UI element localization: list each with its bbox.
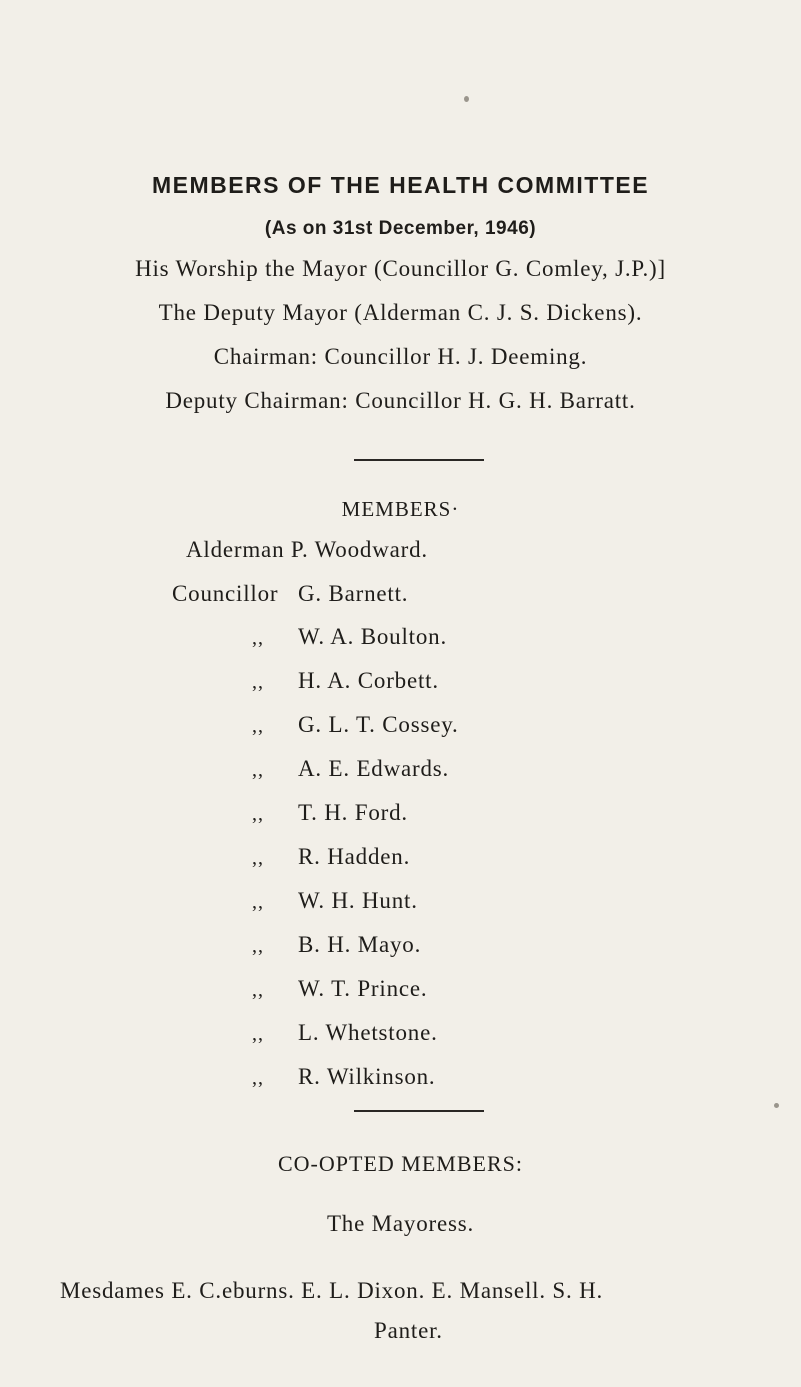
- councillor-member: W. T. Prince.: [298, 976, 428, 1001]
- councillor-member: W. H. Hunt.: [298, 888, 418, 913]
- co-opted-heading: CO-OPTED MEMBERS:: [278, 1151, 523, 1176]
- councillor-member: T. H. Ford.: [298, 800, 408, 825]
- councillor-member: G. Barnett.: [298, 581, 409, 606]
- co-opted-mesdames-continued: Panter.: [374, 1318, 443, 1343]
- officer-chairman: Chairman: Councillor H. J. Deeming.: [213, 344, 588, 369]
- officer-deputy-chairman: Deputy Chairman: Councillor H. G. H. Barratt.: [165, 388, 636, 413]
- divider-rule: [354, 1110, 484, 1112]
- members-heading: MEMBERS·: [341, 497, 460, 521]
- co-opted-mesdames: Mesdames E. C.eburns. E. L. Dixon. E. Mansell. S. H.: [60, 1278, 604, 1303]
- ditto-mark: ,,: [252, 891, 264, 913]
- councillor-member: R. Hadden.: [298, 844, 411, 869]
- councillor-member: B. H. Mayo.: [298, 932, 422, 957]
- councillor-member: G. L. T. Cossey.: [298, 712, 459, 737]
- ditto-mark: ,,: [252, 979, 264, 1001]
- alderman-member: Alderman P. Woodward.: [186, 537, 428, 562]
- paper-speck: [774, 1103, 779, 1108]
- ditto-mark: ,,: [252, 671, 264, 693]
- councillor-prefix: Councillor: [172, 581, 279, 606]
- ditto-mark: ,,: [252, 803, 264, 825]
- co-opted-mayoress: The Mayoress.: [326, 1211, 475, 1236]
- councillor-member: A. E. Edwards.: [298, 756, 450, 781]
- ditto-mark: ,,: [252, 935, 264, 957]
- ditto-mark: ,,: [252, 1067, 264, 1089]
- councillor-member: L. Whetstone.: [298, 1020, 438, 1045]
- ditto-mark: ,,: [252, 847, 264, 869]
- paper-speck: [464, 96, 469, 102]
- councillor-member: R. Wilkinson.: [298, 1064, 436, 1089]
- ditto-mark: ,,: [252, 759, 264, 781]
- ditto-mark: ,,: [252, 1023, 264, 1045]
- ditto-mark: ,,: [252, 715, 264, 737]
- document-title: MEMBERS OF THE HEALTH COMMITTEE: [151, 172, 650, 198]
- ditto-mark: ,,: [252, 627, 264, 649]
- divider-rule: [354, 459, 484, 461]
- officer-mayor: His Worship the Mayor (Councillor G. Comley, J.P.)]: [135, 256, 666, 281]
- officer-deputy-mayor: The Deputy Mayor (Alderman C. J. S. Dickens).: [158, 300, 643, 325]
- councillor-member: W. A. Boulton.: [298, 624, 448, 649]
- councillor-member: H. A. Corbett.: [298, 668, 439, 693]
- document-subtitle: (As on 31st December, 1946): [264, 218, 537, 239]
